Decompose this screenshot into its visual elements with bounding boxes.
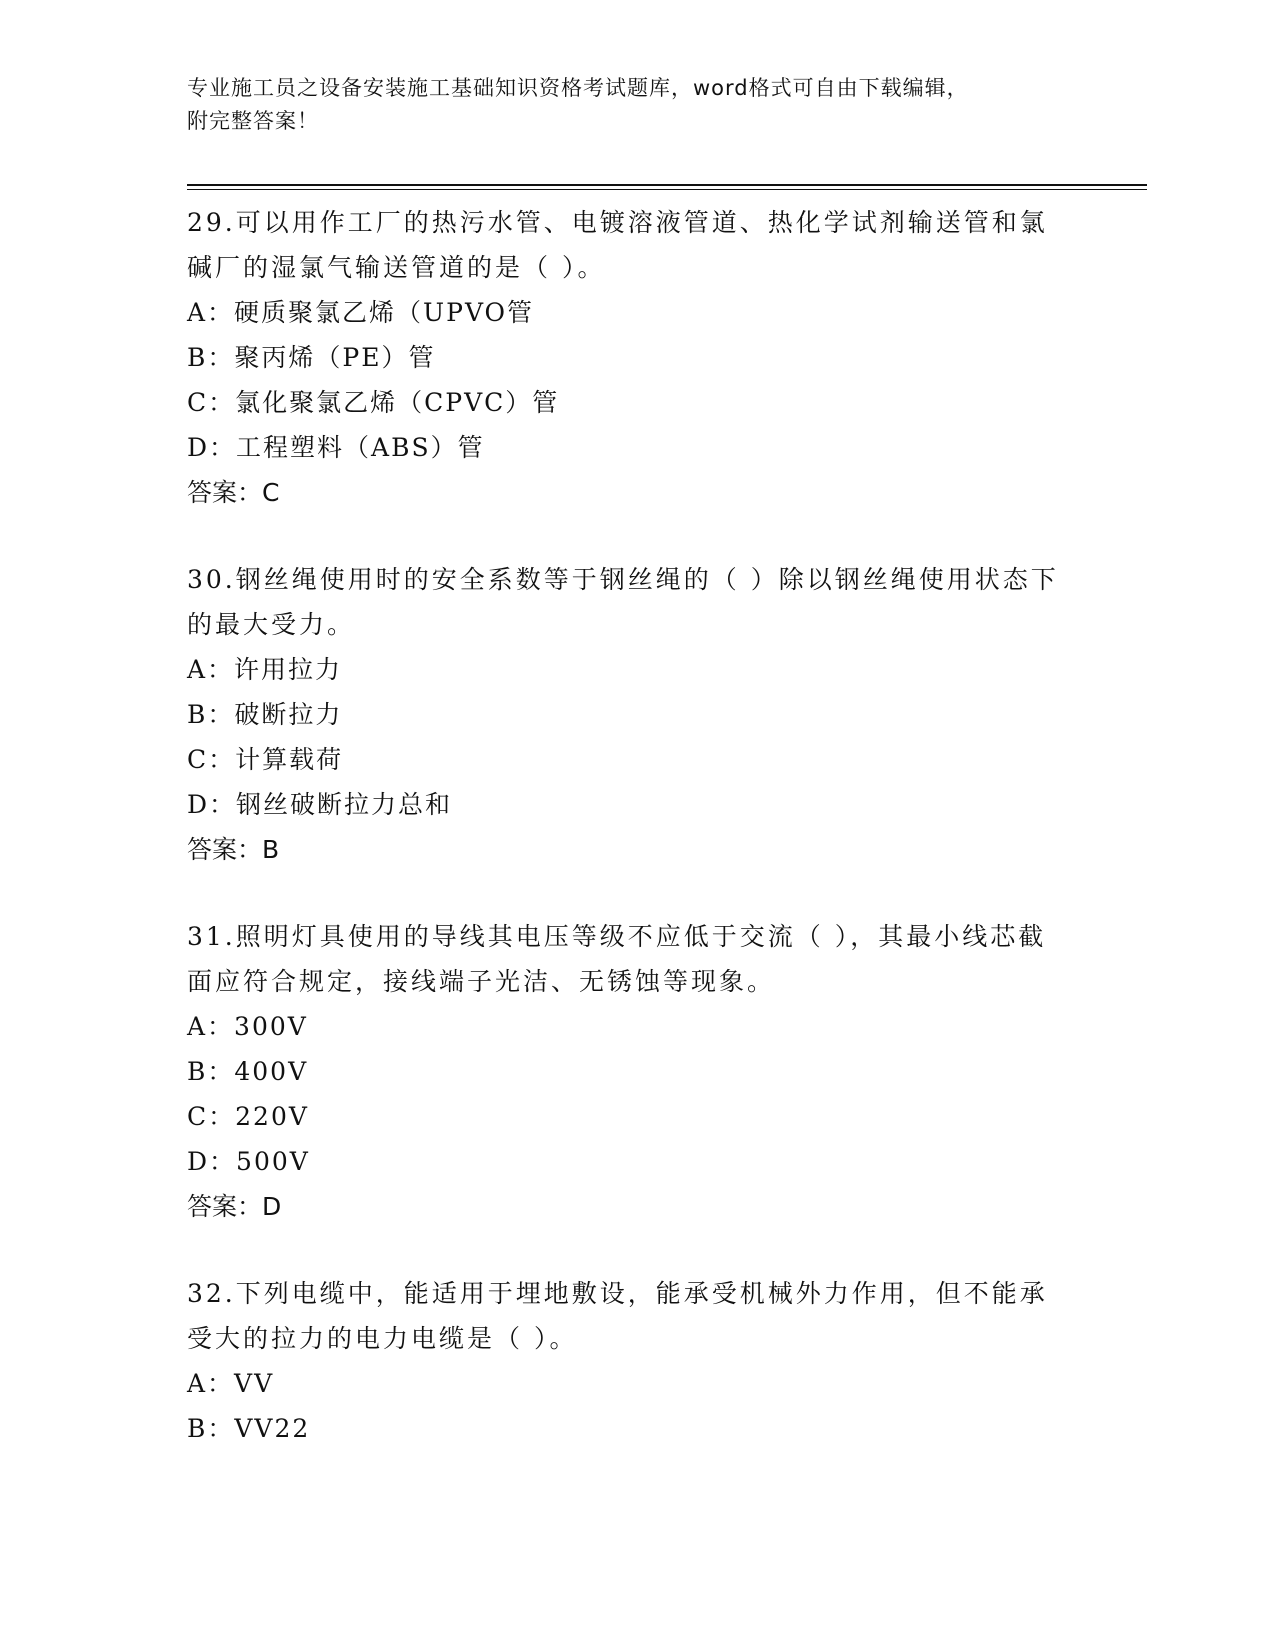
question-text: 29.可以用作工厂的热污水管、电镀溶液管道、热化学试剂输送管和氯碱厂的湿氯气输送管道的是（ ）。 [187, 208, 1048, 282]
option-a: A：硬质聚氯乙烯（UPVO管 [187, 298, 535, 327]
option-a: A：许用拉力 [187, 655, 343, 684]
question-29 [187, 200, 1147, 515]
option-b: B：聚丙烯（PE）管 [187, 343, 436, 372]
option-d: D：500V [187, 1147, 310, 1176]
option-b: B：破断拉力 [187, 700, 343, 729]
document-page [187, 72, 1147, 1451]
option-c: C：氯化聚氯乙烯（CPVC）管 [187, 388, 560, 417]
question-31 [187, 914, 1147, 1229]
option-d: D：钢丝破断拉力总和 [187, 790, 453, 819]
option-c: C：计算载荷 [187, 745, 344, 774]
question-text: 30.钢丝绳使用时的安全系数等于钢丝绳的（ ）除以钢丝绳使用状态下的最大受力。 [187, 565, 1059, 639]
option-a: A：300V [187, 1012, 308, 1041]
option-a: A：VV [187, 1369, 275, 1398]
question-text: 31.照明灯具使用的导线其电压等级不应低于交流（ ），其最小线芯截面应符合规定，接线端子光洁、无锈蚀等现象。 [187, 922, 1047, 996]
answer: 答案：D [187, 1192, 282, 1221]
header-divider [187, 184, 1147, 186]
header-divider-thin [187, 189, 1147, 190]
question-32 [187, 1271, 1147, 1451]
option-d: D：工程塑料（ABS）管 [187, 433, 485, 462]
question-text: 32.下列电缆中，能适用于埋地敷设，能承受机械外力作用，但不能承受大的拉力的电力电缆是（ ）。 [187, 1279, 1048, 1353]
header-line-2: 附完整答案！ [187, 109, 319, 133]
option-b: B：VV22 [187, 1414, 311, 1443]
answer: 答案：B [187, 835, 280, 864]
option-b: B：400V [187, 1057, 309, 1086]
answer: 答案：C [187, 478, 280, 507]
option-c: C：220V [187, 1102, 309, 1131]
question-30 [187, 557, 1147, 872]
header-line-1: 专业施工员之设备安装施工基础知识资格考试题库，word格式可自由下载编辑， [187, 76, 969, 100]
